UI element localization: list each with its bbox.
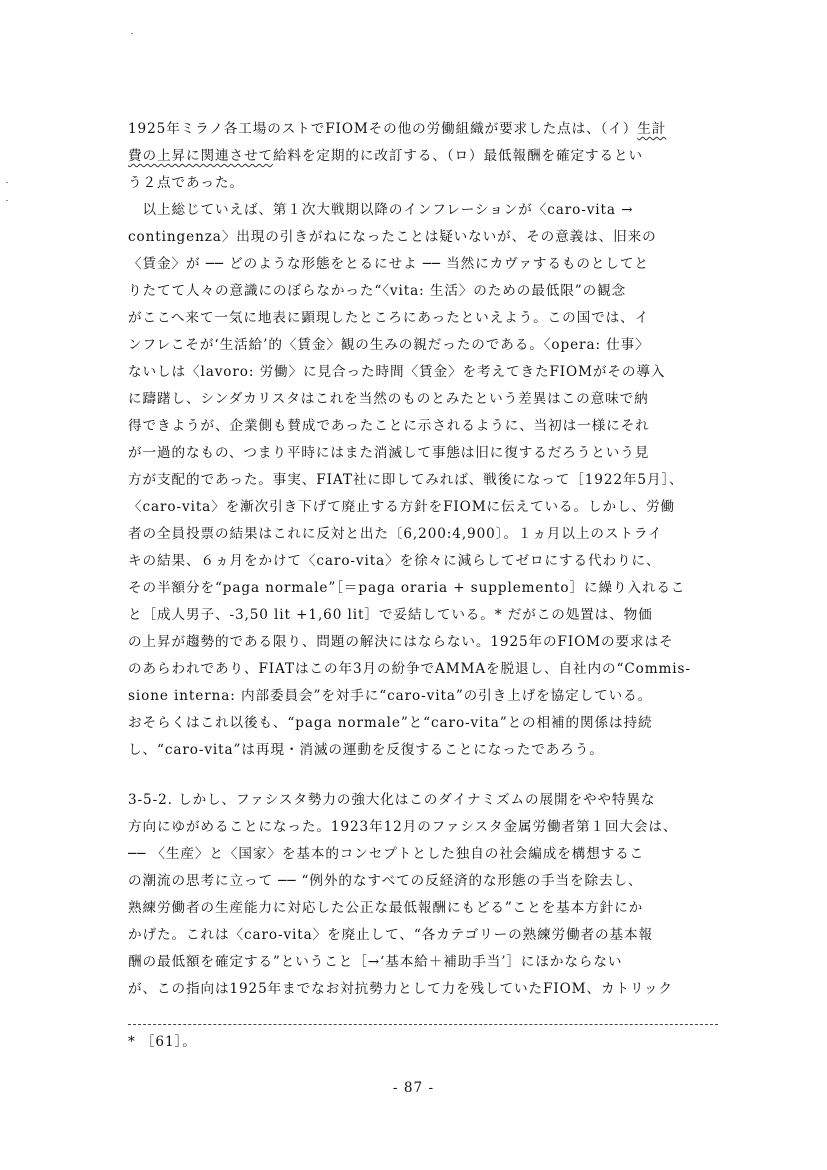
- text-line: に躊躇し、シンダカリスタはこれを当然のものとみたという差異はこの意味で納: [128, 391, 649, 407]
- wavy-underlined-text: 生計: [637, 121, 667, 137]
- scan-speck: [6, 182, 8, 183]
- page-number: - 87 -: [392, 1080, 435, 1096]
- text-line: が、この指向は1925年までなお対抗勢力として力を残していたFIOM、カトリック: [128, 981, 673, 997]
- text-line: キの結果、６ヵ月をかけて〈caro-vita〉を徐々に減らしてゼロにする代わりに、: [128, 553, 661, 569]
- text-line: 得できようが、企業側も賛成であったことに示されるように、当初は一様にそれ: [128, 418, 650, 434]
- text-line: sione interna: 内部委員会”を対手に“caro-vita”の引き上げを協定している。: [128, 688, 653, 704]
- scan-speck: [131, 33, 133, 34]
- text-line: ── 〈生産〉と〈国家〉を基本的コンセプトとした独自の社会編成を構想するこ: [128, 846, 645, 862]
- text-line: 方が支配的であった。事実、FIAT社に即してみれば、戦後になって［1922年5月］、: [128, 472, 684, 488]
- text-line: の潮流の思考に立って ── “例外的なすべての反経済的な形態の手当を除去し、: [128, 873, 643, 889]
- text-line: [128, 120, 666, 138]
- text-line: のあらわれであり、FIATはこの年3月の紛争でAMMAを脱退し、自社内の“Commis-: [128, 661, 691, 677]
- text-line: が一過的なもの、つまり平時にはまた消滅して事態は旧に復するだろうという見: [128, 445, 650, 461]
- text-line: [128, 147, 643, 165]
- text-line: 者の全員投票の結果はこれに反対と出た〔6,200:4,900〕。１ヵ月以上のストライ: [128, 526, 663, 542]
- text-line: う２点であった。: [128, 175, 244, 191]
- text-line: し、“caro-vita”は再現・消滅の運動を反復することになったであろう。: [128, 742, 604, 758]
- text-line: と［成人男子、-3,50 lit +1,60 lit］で妥結している。* だがこの処置は、物価: [128, 607, 653, 623]
- text-line: 方向にゆがめることになった。1923年12月のファシスタ金属労働者第１回大会は、: [128, 819, 678, 835]
- text-line: がここへ来て一気に地表に顕現したところにあったといえよう。この国では、イ: [128, 310, 650, 326]
- text-line: おそらくはこれ以後も、“paga normale”と“caro-vita”との相補的関係は持続: [128, 715, 653, 731]
- text-line: ンフレこそが‘生活給’的〈賃金〉観の生みの親だったのである。〈opera: 仕事〉: [128, 337, 650, 353]
- text-line: 酬の最低額を確定する”ということ［→‘基本給＋補助手当’］にほかならない: [128, 954, 623, 970]
- text-line: 以上総じていえば、第１次大戦期以降のインフレーションが〈caro-vita →: [128, 202, 634, 218]
- text-line: contingenza〉出現の引きがねになったことは疑いないが、その意義は、旧来の: [128, 229, 657, 245]
- text-line: りたてて人々の意識にのぼらなかった“〈vita: 生活〉のための最低限”の観念: [128, 283, 627, 299]
- wavy-underlined-text: 費の上昇に関連させて: [128, 148, 273, 164]
- text-line: その半額分を“paga normale”［＝paga oraria + supplemento］に繰り入れるこ: [128, 580, 686, 596]
- footnote-separator: [128, 1024, 718, 1025]
- line-segment: 給料を定期的に改訂する、（ロ）最低報酬を確定するとい: [272, 148, 643, 164]
- text-line: かげた。これは〈caro-vita〉を廃止して、“各カテゴリーの熟練労働者の基本報: [128, 927, 654, 943]
- text-line: 〈caro-vita〉を漸次引き下げて廃止する方針をFIOMに伝えている。しかし、労働: [128, 499, 675, 515]
- text-line: ないしは〈lavoro: 労働〉に見合った時間〈賃金〉を考えてきたFIOMがその導入: [128, 364, 666, 380]
- scan-speck: [6, 200, 8, 201]
- text-line: 3-5-2. しかし、ファシスタ勢力の強大化はこのダイナミズムの展開をやや特異な: [128, 792, 656, 808]
- text-line: 〈賃金〉が ── どのような形態をとるにせよ ── 当然にカヴァするものとしてと: [128, 256, 649, 272]
- footnote: * ［61］。: [128, 1034, 197, 1050]
- text-line: の上昇が趨勢的である限り、問題の解決にはならない。1925年のFIOMの要求はそ: [128, 634, 674, 650]
- text-line: 熟練労働者の生産能力に対応した公正な最低報酬にもどる”ことを基本方針にか: [128, 900, 644, 916]
- line-segment: 1925年ミラノ各工場のストでFIOMその他の労働組織が要求した点は、（イ）: [128, 121, 638, 137]
